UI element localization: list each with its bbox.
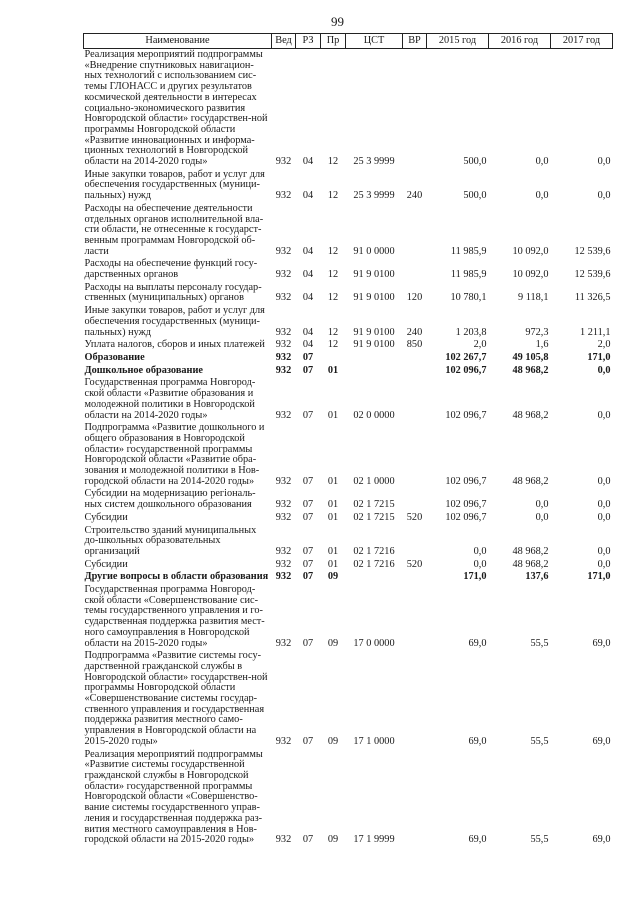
- cell-cst: 02 1 0000: [353, 475, 395, 487]
- cell-cst: 17 0 0000: [353, 637, 395, 649]
- cell-rz: 07: [302, 735, 314, 747]
- cell-2016: 0,0: [535, 511, 549, 523]
- cell-pr: 12: [327, 292, 339, 304]
- cell-2016: 972,3: [525, 326, 549, 338]
- cell-2017: 0,0: [597, 558, 611, 570]
- cell-2016: 1,6: [535, 339, 549, 351]
- cell-2015: 500,0: [463, 156, 487, 168]
- table-row: [84, 488, 613, 511]
- cell-2017: 1 211,1: [579, 326, 611, 338]
- cell-2015: 102 096,7: [445, 364, 487, 376]
- cell-2017: 0,0: [597, 190, 611, 202]
- cell-name: Реализация мероприятий подпрограммы «Внедрение спутниковых навигацион-ных технологий с использованием сис-темы ГЛОНАСС и других результатов космической деятельности в интересах социально-экономического развития Новгородской области» государствен-ной программы Новгородской области «Развитие инновационных и информа-ционных технологий в Новгородской области на 2014-2020 годы»: [84, 49, 268, 168]
- cell-name: Расходы на обеспечение деятельности отдельных органов исполнительной вла-сти области, не отнесенные к государст-венным программам Новгородской об-ласти: [84, 202, 264, 257]
- cell-pr: 01: [327, 475, 339, 487]
- cell-2016: 48 968,2: [512, 558, 549, 570]
- cell-name: Государственная программа Новгород-ской области «Совершенствование сис-темы государственного управления и го-сударственная поддержка развития мест-ного самоуправления в Новгородской области на 2015-2020 годы»: [84, 584, 265, 649]
- cell-vr: [403, 650, 427, 748]
- cell-vr: 850: [406, 339, 423, 351]
- cell-pr: 01: [327, 499, 339, 511]
- cell-pr: 12: [327, 245, 339, 257]
- cell-2016: 0,0: [535, 499, 549, 511]
- cell-2017: 0,0: [597, 409, 611, 421]
- cell-cst: 91 9 0100: [353, 326, 395, 338]
- cell-2016: 137,6: [525, 571, 549, 583]
- budget-table: [83, 33, 613, 847]
- cell-ved: 932: [275, 558, 292, 570]
- cell-rz: 07: [302, 351, 314, 363]
- table-row: [84, 559, 613, 572]
- cell-ved: 932: [275, 545, 292, 557]
- cell-2016: 10 092,0: [512, 245, 549, 257]
- cell-2015: 102 096,7: [445, 511, 487, 523]
- cell-2015: 0,0: [473, 545, 487, 557]
- cell-rz: 07: [302, 571, 314, 583]
- cell-vr: 240: [406, 190, 423, 202]
- cell-vr: [403, 377, 427, 422]
- cell-cst: 02 1 7216: [353, 545, 395, 557]
- cell-2016: 0,0: [535, 156, 549, 168]
- cell-vr: 520: [406, 558, 423, 570]
- cell-rz: 07: [302, 637, 314, 649]
- cell-ved: 932: [275, 735, 292, 747]
- cell-ved: 932: [275, 245, 292, 257]
- cell-name: Расходы на обеспечение функций госу-дарственных органов: [84, 258, 258, 281]
- table-row: [84, 49, 613, 169]
- cell-vr: [403, 749, 427, 847]
- cell-2015: 69,0: [468, 834, 487, 846]
- cell-2017: 0,0: [597, 364, 611, 376]
- table-row: [84, 650, 613, 748]
- page-number: 99: [331, 14, 344, 29]
- header-cst: ЦСТ: [346, 34, 403, 49]
- cell-cst: 17 1 9999: [353, 834, 395, 846]
- cell-ved: 932: [275, 339, 292, 351]
- cell-rz: 04: [302, 269, 314, 281]
- cell-name: Уплата налогов, сборов и иных платежей: [84, 339, 265, 351]
- cell-vr: [403, 352, 427, 365]
- cell-2016: 48 968,2: [512, 364, 549, 376]
- cell-2015: 0,0: [473, 558, 487, 570]
- cell-vr: [403, 525, 427, 559]
- cell-name: Образование: [84, 351, 145, 363]
- header-rz: РЗ: [296, 34, 321, 49]
- cell-2016: 9 118,1: [517, 292, 549, 304]
- cell-2016: 48 968,2: [512, 475, 549, 487]
- cell-pr: 01: [327, 511, 339, 523]
- cell-2017: 12 539,6: [574, 245, 611, 257]
- cell-pr: 09: [327, 637, 339, 649]
- cell-cst: 25 3 9999: [353, 156, 395, 168]
- cell-ved: 932: [275, 409, 292, 421]
- cell-name: Другие вопросы в области образования: [84, 571, 269, 583]
- cell-2016: 10 092,0: [512, 269, 549, 281]
- cell-name: Подпрограмма «Развитие дошкольного и общего образования в Новгородской области» государственной программы Новгородской области «Развитие обра-зования и молодежной политики в Нов-городской области на 2014-2020 годы»: [84, 422, 265, 487]
- cell-vr: [403, 571, 427, 584]
- cell-rz: 07: [302, 364, 314, 376]
- cell-vr: 240: [406, 326, 423, 338]
- table-header-row: [84, 34, 613, 49]
- cell-2017: 69,0: [592, 735, 611, 747]
- cell-2016: 49 105,8: [512, 351, 549, 363]
- cell-2017: 0,0: [597, 475, 611, 487]
- cell-2017: 12 539,6: [574, 269, 611, 281]
- cell-ved: 932: [275, 834, 292, 846]
- cell-2015: 500,0: [463, 190, 487, 202]
- cell-2015: 102 096,7: [445, 499, 487, 511]
- cell-cst: 91 9 0100: [353, 292, 395, 304]
- cell-name: Реализация мероприятий подпрограммы «Развитие системы государственной гражданской службы в Новгородской области» государственной программы Новгородской области «Совершенство-вание системы государственного управ-ления и государственная поддержка раз-вития местного самоуправления в Нов-городской области на 2015-2020 годы»: [84, 748, 263, 846]
- cell-rz: 04: [302, 339, 314, 351]
- header-pr: Пр: [321, 34, 346, 49]
- cell-2015: 171,0: [463, 571, 487, 583]
- table-row: [84, 422, 613, 488]
- cell-2016: 55,5: [530, 735, 549, 747]
- table-row: [84, 571, 613, 584]
- cell-rz: 07: [302, 545, 314, 557]
- cell-name: Субсидии на модернизацию регіональ-ных систем дошкольного образования: [84, 488, 256, 511]
- cell-vr: 120: [406, 292, 423, 304]
- cell-2015: 69,0: [468, 735, 487, 747]
- table-body: [84, 49, 613, 847]
- cell-vr: [403, 584, 427, 650]
- cell-pr: 01: [327, 409, 339, 421]
- cell-ved: 932: [275, 571, 292, 583]
- cell-pr: 12: [327, 339, 339, 351]
- cell-2015: 102 267,7: [445, 351, 487, 363]
- table-row: [84, 525, 613, 559]
- table-row: [84, 305, 613, 339]
- cell-2016: 55,5: [530, 834, 549, 846]
- cell-2017: 11 326,5: [574, 292, 611, 304]
- cell-2015: 11 985,9: [450, 269, 487, 281]
- cell-pr: 01: [327, 558, 339, 570]
- cell-ved: 932: [275, 351, 292, 363]
- cell-name: Подпрограмма «Развитие системы госу-дарственной гражданской службы в Новгородской области» государствен-ной программы Новгородской области «Совершенствование системы государ-ственного управления и государственная поддержка развития местного само-управления в Новгородской области на 2015-2020 годы»: [84, 650, 268, 747]
- cell-vr: [403, 488, 427, 511]
- cell-cst: 25 3 9999: [353, 190, 395, 202]
- cell-2015: 102 096,7: [445, 409, 487, 421]
- cell-rz: 07: [302, 499, 314, 511]
- cell-rz: 04: [302, 245, 314, 257]
- cell-2017: 0,0: [597, 511, 611, 523]
- cell-2015: 2,0: [473, 339, 487, 351]
- header-2017: 2017 год: [551, 34, 613, 49]
- cell-ved: 932: [275, 190, 292, 202]
- cell-rz: 07: [302, 475, 314, 487]
- table-row: [84, 282, 613, 305]
- cell-vr: [403, 258, 427, 281]
- cell-cst: [346, 365, 403, 378]
- cell-ved: 932: [275, 364, 292, 376]
- cell-cst: [346, 352, 403, 365]
- table-row: [84, 203, 613, 259]
- cell-vr: [403, 365, 427, 378]
- cell-rz: 04: [302, 326, 314, 338]
- cell-2017: 0,0: [597, 156, 611, 168]
- cell-2016: 48 968,2: [512, 545, 549, 557]
- cell-2015: 69,0: [468, 637, 487, 649]
- cell-name: Строительство зданий муниципальных до-школьных образовательных организаций: [84, 524, 257, 557]
- cell-pr: 12: [327, 190, 339, 202]
- table-row: [84, 365, 613, 378]
- cell-2017: 69,0: [592, 834, 611, 846]
- cell-2017: 69,0: [592, 637, 611, 649]
- cell-rz: 04: [302, 292, 314, 304]
- cell-rz: 04: [302, 190, 314, 202]
- cell-name: Расходы на выплаты персоналу государ-ственных (муниципальных) органов: [84, 281, 262, 304]
- cell-2017: 2,0: [597, 339, 611, 351]
- cell-pr: 01: [327, 545, 339, 557]
- cell-2015: 11 985,9: [450, 245, 487, 257]
- cell-2016: 55,5: [530, 637, 549, 649]
- cell-2017: 0,0: [597, 545, 611, 557]
- cell-2016: 0,0: [535, 190, 549, 202]
- cell-name: Государственная программа Новгород-ской области «Развитие образования и молодежной политики в Новгородской области на 2014-2020 годы»: [84, 377, 256, 421]
- cell-rz: 04: [302, 156, 314, 168]
- cell-2017: 0,0: [597, 499, 611, 511]
- cell-pr: [321, 352, 346, 365]
- cell-vr: 520: [406, 511, 423, 523]
- cell-pr: 12: [327, 269, 339, 281]
- table-row: [84, 749, 613, 847]
- cell-cst: 91 9 0100: [353, 269, 395, 281]
- cell-name: Субсидии: [84, 558, 128, 570]
- cell-vr: [403, 203, 427, 259]
- cell-cst: 02 0 0000: [353, 409, 395, 421]
- cell-2015: 10 780,1: [450, 292, 487, 304]
- cell-2017: 171,0: [587, 571, 611, 583]
- cell-ved: 932: [275, 269, 292, 281]
- cell-2016: 48 968,2: [512, 409, 549, 421]
- header-2016: 2016 год: [489, 34, 551, 49]
- table-row: [84, 169, 613, 203]
- header-2015: 2015 год: [427, 34, 489, 49]
- cell-cst: [346, 571, 403, 584]
- header-name: Наименование: [84, 34, 272, 49]
- cell-vr: [403, 49, 427, 169]
- header-ved: Вед: [272, 34, 296, 49]
- table-row: [84, 377, 613, 422]
- cell-pr: 09: [327, 834, 339, 846]
- cell-vr: [403, 422, 427, 488]
- cell-name: Субсидии: [84, 511, 128, 523]
- cell-2015: 1 203,8: [455, 326, 487, 338]
- cell-rz: 07: [302, 834, 314, 846]
- cell-rz: 07: [302, 409, 314, 421]
- cell-ved: 932: [275, 326, 292, 338]
- cell-ved: 932: [275, 499, 292, 511]
- cell-ved: 932: [275, 475, 292, 487]
- cell-ved: 932: [275, 156, 292, 168]
- cell-rz: 07: [302, 511, 314, 523]
- cell-name: Иные закупки товаров, работ и услуг для обеспечения государственных (муници-пальных) нужд: [84, 168, 265, 202]
- cell-pr: 12: [327, 156, 339, 168]
- cell-cst: 02 1 7215: [353, 499, 395, 511]
- cell-2017: 171,0: [587, 351, 611, 363]
- cell-pr: 01: [327, 364, 339, 376]
- table-row: [84, 584, 613, 650]
- table-row: [84, 258, 613, 281]
- cell-cst: 02 1 7216: [353, 558, 395, 570]
- cell-ved: 932: [275, 511, 292, 523]
- cell-cst: 02 1 7215: [353, 511, 395, 523]
- table-row: [84, 339, 613, 352]
- cell-2015: 102 096,7: [445, 475, 487, 487]
- header-vr: ВР: [403, 34, 427, 49]
- cell-name: Иные закупки товаров, работ и услуг для обеспечения государственных (муници-пальных) нужд: [84, 305, 265, 338]
- cell-ved: 932: [275, 292, 292, 304]
- cell-name: Дошкольное образование: [84, 364, 203, 376]
- cell-pr: 09: [327, 571, 339, 583]
- table-row: [84, 512, 613, 525]
- table-row: [84, 352, 613, 365]
- cell-rz: 07: [302, 558, 314, 570]
- cell-cst: 91 0 0000: [353, 245, 395, 257]
- cell-cst: 91 9 0100: [353, 339, 395, 351]
- cell-pr: 12: [327, 326, 339, 338]
- cell-pr: 09: [327, 735, 339, 747]
- cell-cst: 17 1 0000: [353, 735, 395, 747]
- cell-ved: 932: [275, 637, 292, 649]
